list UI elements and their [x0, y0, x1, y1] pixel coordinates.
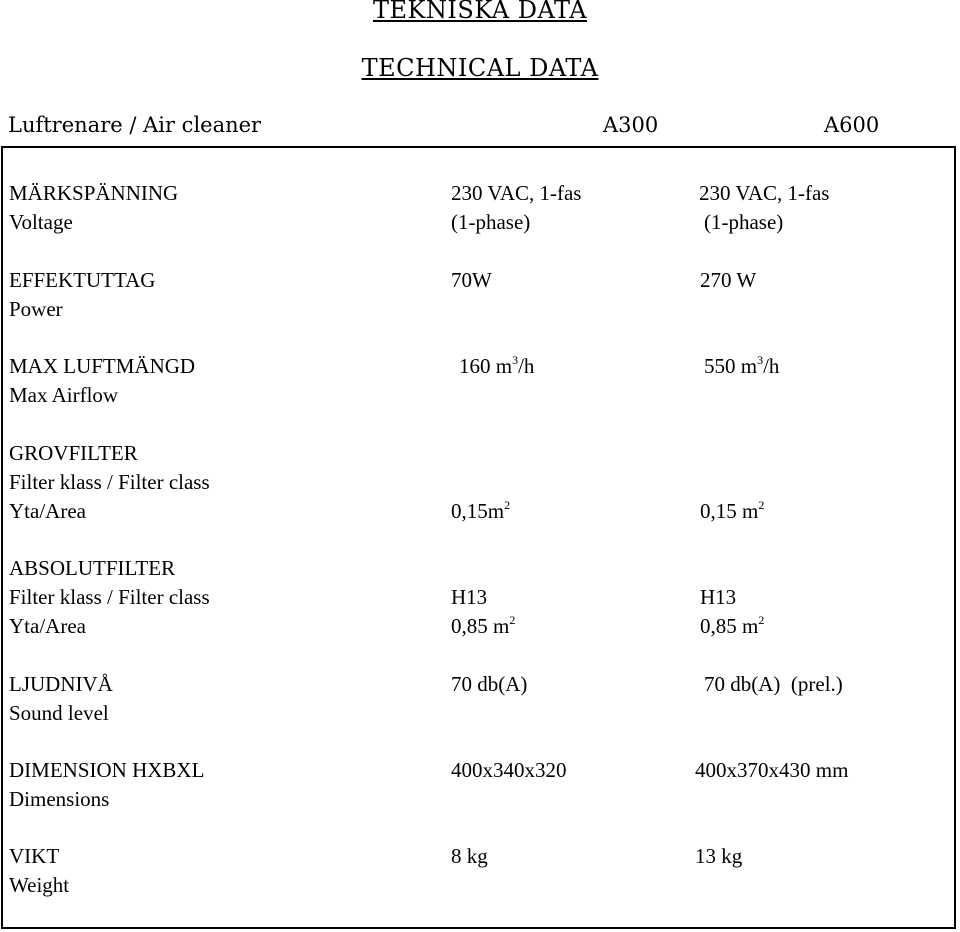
prefilter-area-label: Yta/Area — [9, 499, 86, 523]
voltage-label-sv: MÄRKSPÄNNING — [9, 181, 179, 205]
sound-a300: 70 db(A) — [451, 672, 528, 696]
power-label-sv: EFFEKTUTTAG — [9, 268, 156, 292]
absfilter-a300-class: H13 — [451, 585, 488, 609]
airflow-a600-exponent: 3 — [757, 353, 764, 367]
header-product-label: Luftrenare / Air cleaner — [8, 113, 262, 137]
voltage-label-en: Voltage — [9, 210, 73, 234]
absfilter-a600-exponent: 2 — [758, 613, 765, 627]
voltage-a600-line2: (1-phase) — [704, 210, 784, 234]
voltage-a300-line2: (1-phase) — [451, 210, 531, 234]
sound-label-sv: LJUDNIVÅ — [9, 672, 113, 696]
header-col-a300: A300 — [603, 113, 659, 137]
absfilter-a300-area: 0,85 $m^2$ — [451, 613, 516, 638]
table-header — [0, 110, 960, 146]
absfilter-label-sv: ABSOLUTFILTER — [9, 556, 176, 580]
absfilter-a300-exponent: 2 — [509, 613, 516, 627]
prefilter-a300-area: $0,15m^2$ — [451, 498, 511, 523]
absfilter-a600-area: 0,85 $m^2$ — [700, 613, 765, 638]
weight-label-sv: VIKT — [9, 844, 60, 868]
airflow-a300-exponent: 3 — [512, 353, 519, 367]
header-col-a600: A600 — [824, 113, 880, 137]
weight-label-en: Weight — [9, 873, 70, 897]
voltage-a600-line1: 230 VAC, 1-fas — [699, 181, 830, 205]
power-a600: 270 W — [700, 268, 757, 292]
absfilter-a600-class: H13 — [700, 585, 737, 609]
weight-a600: 13 kg — [695, 844, 743, 868]
dimension-label-sv: DIMENSION HXBXL — [9, 758, 205, 782]
absfilter-area-label: Yta/Area — [9, 614, 86, 638]
dimension-label-en: Dimensions — [9, 787, 110, 811]
dimension-a600: 400x370x430 mm — [695, 758, 849, 782]
sound-a600: 70 db(A) (prel.) — [704, 672, 843, 696]
power-a300: 70W — [451, 268, 492, 292]
prefilter-class-label: Filter klass / Filter class — [9, 470, 210, 494]
dimension-a300: 400x340x320 — [451, 758, 567, 782]
weight-a300: 8 kg — [451, 844, 488, 868]
prefilter-a300-exponent: 2 — [504, 498, 511, 512]
airflow-a300: 160 $m^3/h$ — [459, 353, 535, 378]
sound-label-en: Sound level — [9, 701, 109, 725]
power-label-en: Power — [9, 297, 63, 321]
prefilter-a600-exponent: 2 — [758, 498, 765, 512]
title-english: TECHNICAL DATA — [361, 54, 599, 82]
spec-table — [1, 146, 956, 929]
voltage-a300-line1: 230 VAC, 1-fas — [451, 181, 582, 205]
airflow-a600: 550 $m^3/h$ — [704, 353, 780, 378]
title-swedish: TEKNISKA DATA — [372, 0, 588, 24]
airflow-label-sv: MAX LUFTMÄNGD — [9, 354, 196, 378]
airflow-label-en: Max Airflow — [9, 383, 119, 407]
prefilter-a600-area: 0,15 $m^2$ — [700, 498, 765, 523]
prefilter-label-sv: GROVFILTER — [9, 441, 138, 465]
absfilter-class-label: Filter klass / Filter class — [9, 585, 210, 609]
